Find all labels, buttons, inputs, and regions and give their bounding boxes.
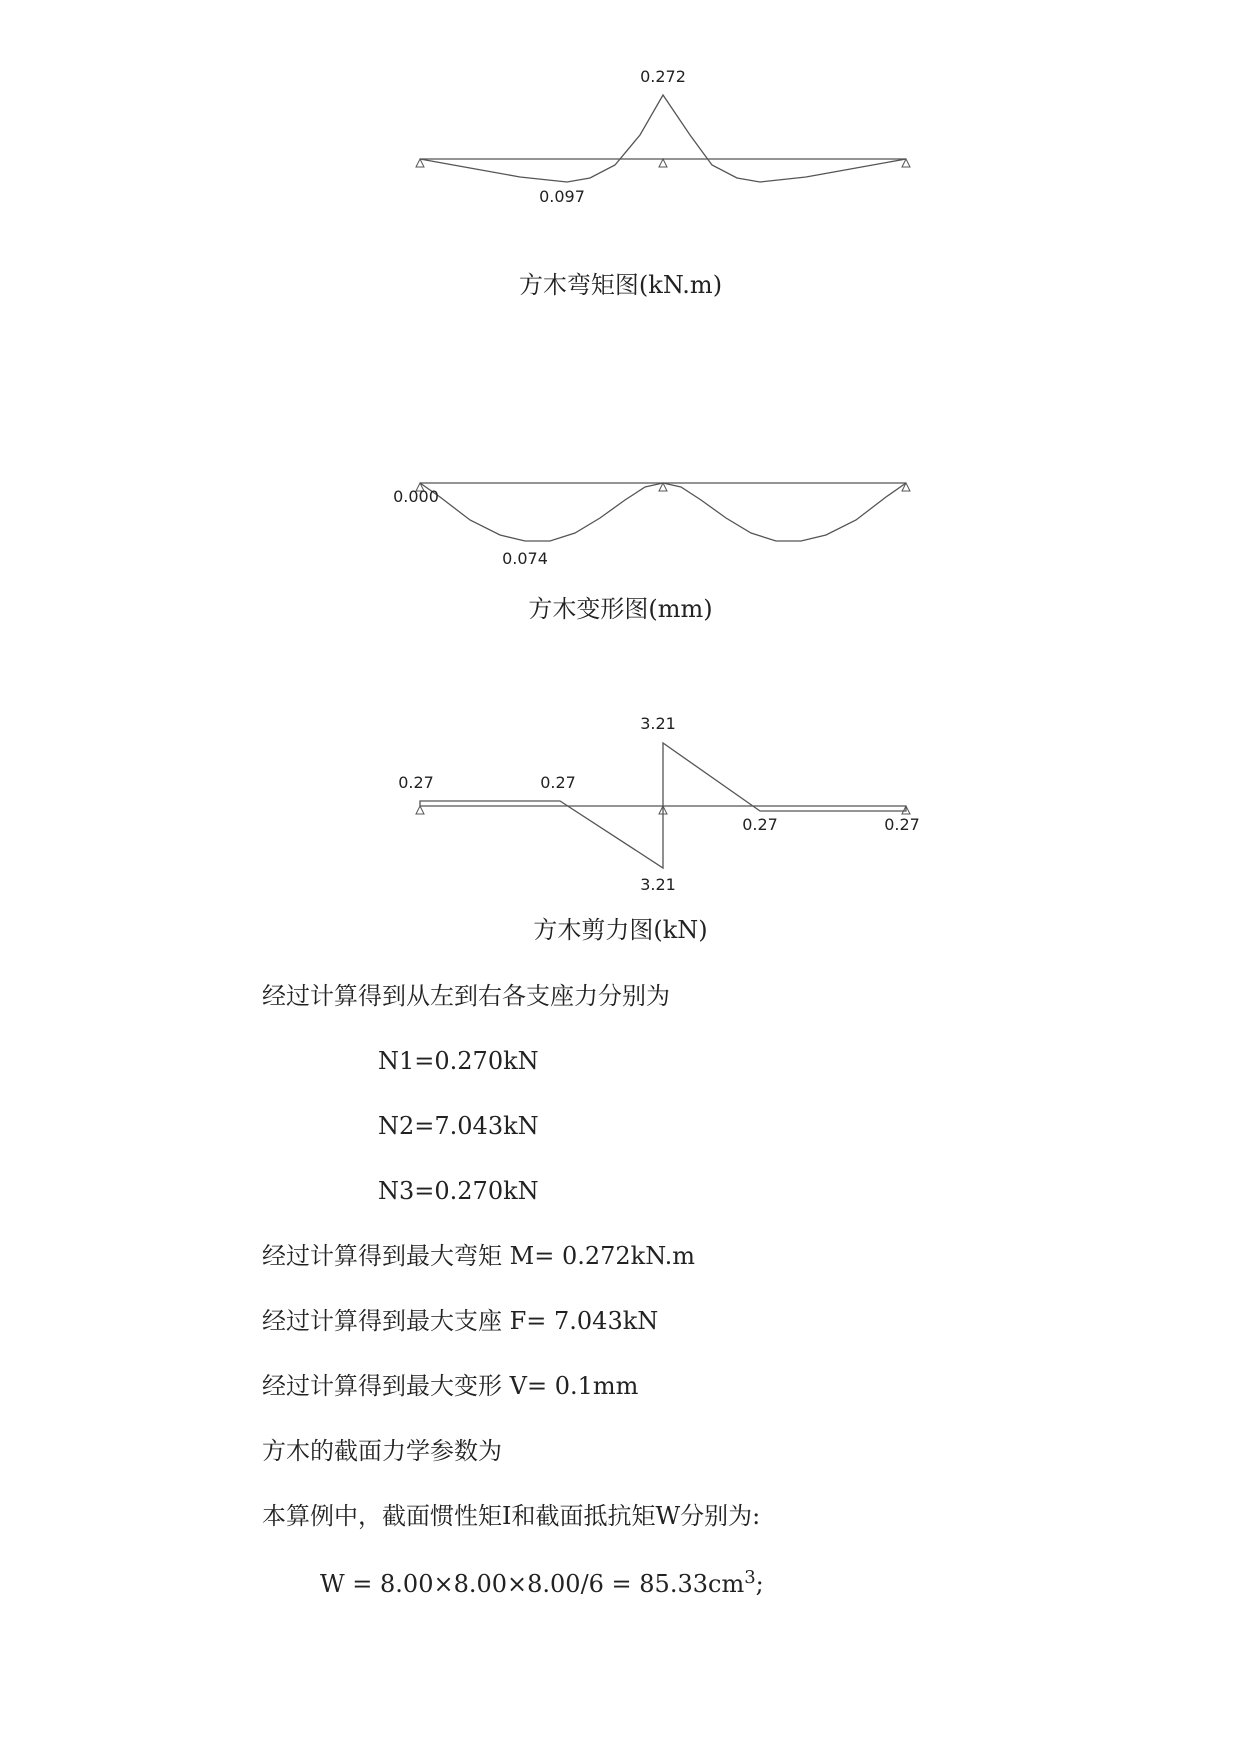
moment-curve (420, 95, 906, 182)
max-deflection-line: 经过计算得到最大变形 V= 0.1mm (262, 1372, 639, 1400)
deflection-max-label: 0.074 (502, 549, 548, 568)
deflection-diagram (0, 470, 1241, 580)
w-end: ; (755, 1570, 764, 1598)
shear-peak-top-label: 3.21 (640, 714, 676, 733)
shear-diagram (0, 705, 1241, 895)
shear-right-mid-label: 0.27 (742, 815, 778, 834)
example-intro-line: 本算例中，截面惯性矩I和截面抵抗矩W分别为: (262, 1502, 761, 1530)
max-support-line: 经过计算得到最大支座 F= 7.043kN (262, 1307, 659, 1335)
support-n1: N1=0.270kN (378, 1047, 539, 1075)
support-2-icon (659, 159, 667, 167)
support-n3: N3=0.270kN (378, 1177, 539, 1205)
support-n2: N2=7.043kN (378, 1112, 539, 1140)
moment-min-label: 0.097 (539, 187, 585, 206)
shear-right-end-label: 0.27 (884, 815, 920, 834)
w-formula: W = 8.00×8.00×8.00/6 = 85.33cm (320, 1570, 745, 1598)
shear-peak-bottom-label: 3.21 (640, 875, 676, 894)
moment-max-label: 0.272 (640, 67, 686, 86)
shear-mid-label: 0.27 (540, 773, 576, 792)
deflection-curve (420, 483, 906, 541)
moment-diagram (0, 55, 1241, 215)
deflection-caption: 方木变形图(mm) (528, 595, 713, 623)
shear-left-label: 0.27 (398, 773, 434, 792)
moment-caption: 方木弯矩图(kN.m) (518, 271, 723, 299)
shear-caption: 方木剪力图(kN) (533, 916, 708, 944)
w-exponent: 3 (744, 1567, 756, 1588)
support-1-icon (416, 806, 424, 814)
support-3-icon (902, 159, 910, 167)
w-formula-line (320, 1568, 764, 1600)
supports-intro: 经过计算得到从左到右各支座力分别为 (262, 982, 670, 1010)
deflection-zero-label: 0.000 (393, 487, 439, 506)
support-1-icon (416, 159, 424, 167)
max-moment-line: 经过计算得到最大弯矩 M= 0.272kN.m (262, 1242, 696, 1270)
section-params-line: 方木的截面力学参数为 (262, 1437, 502, 1465)
